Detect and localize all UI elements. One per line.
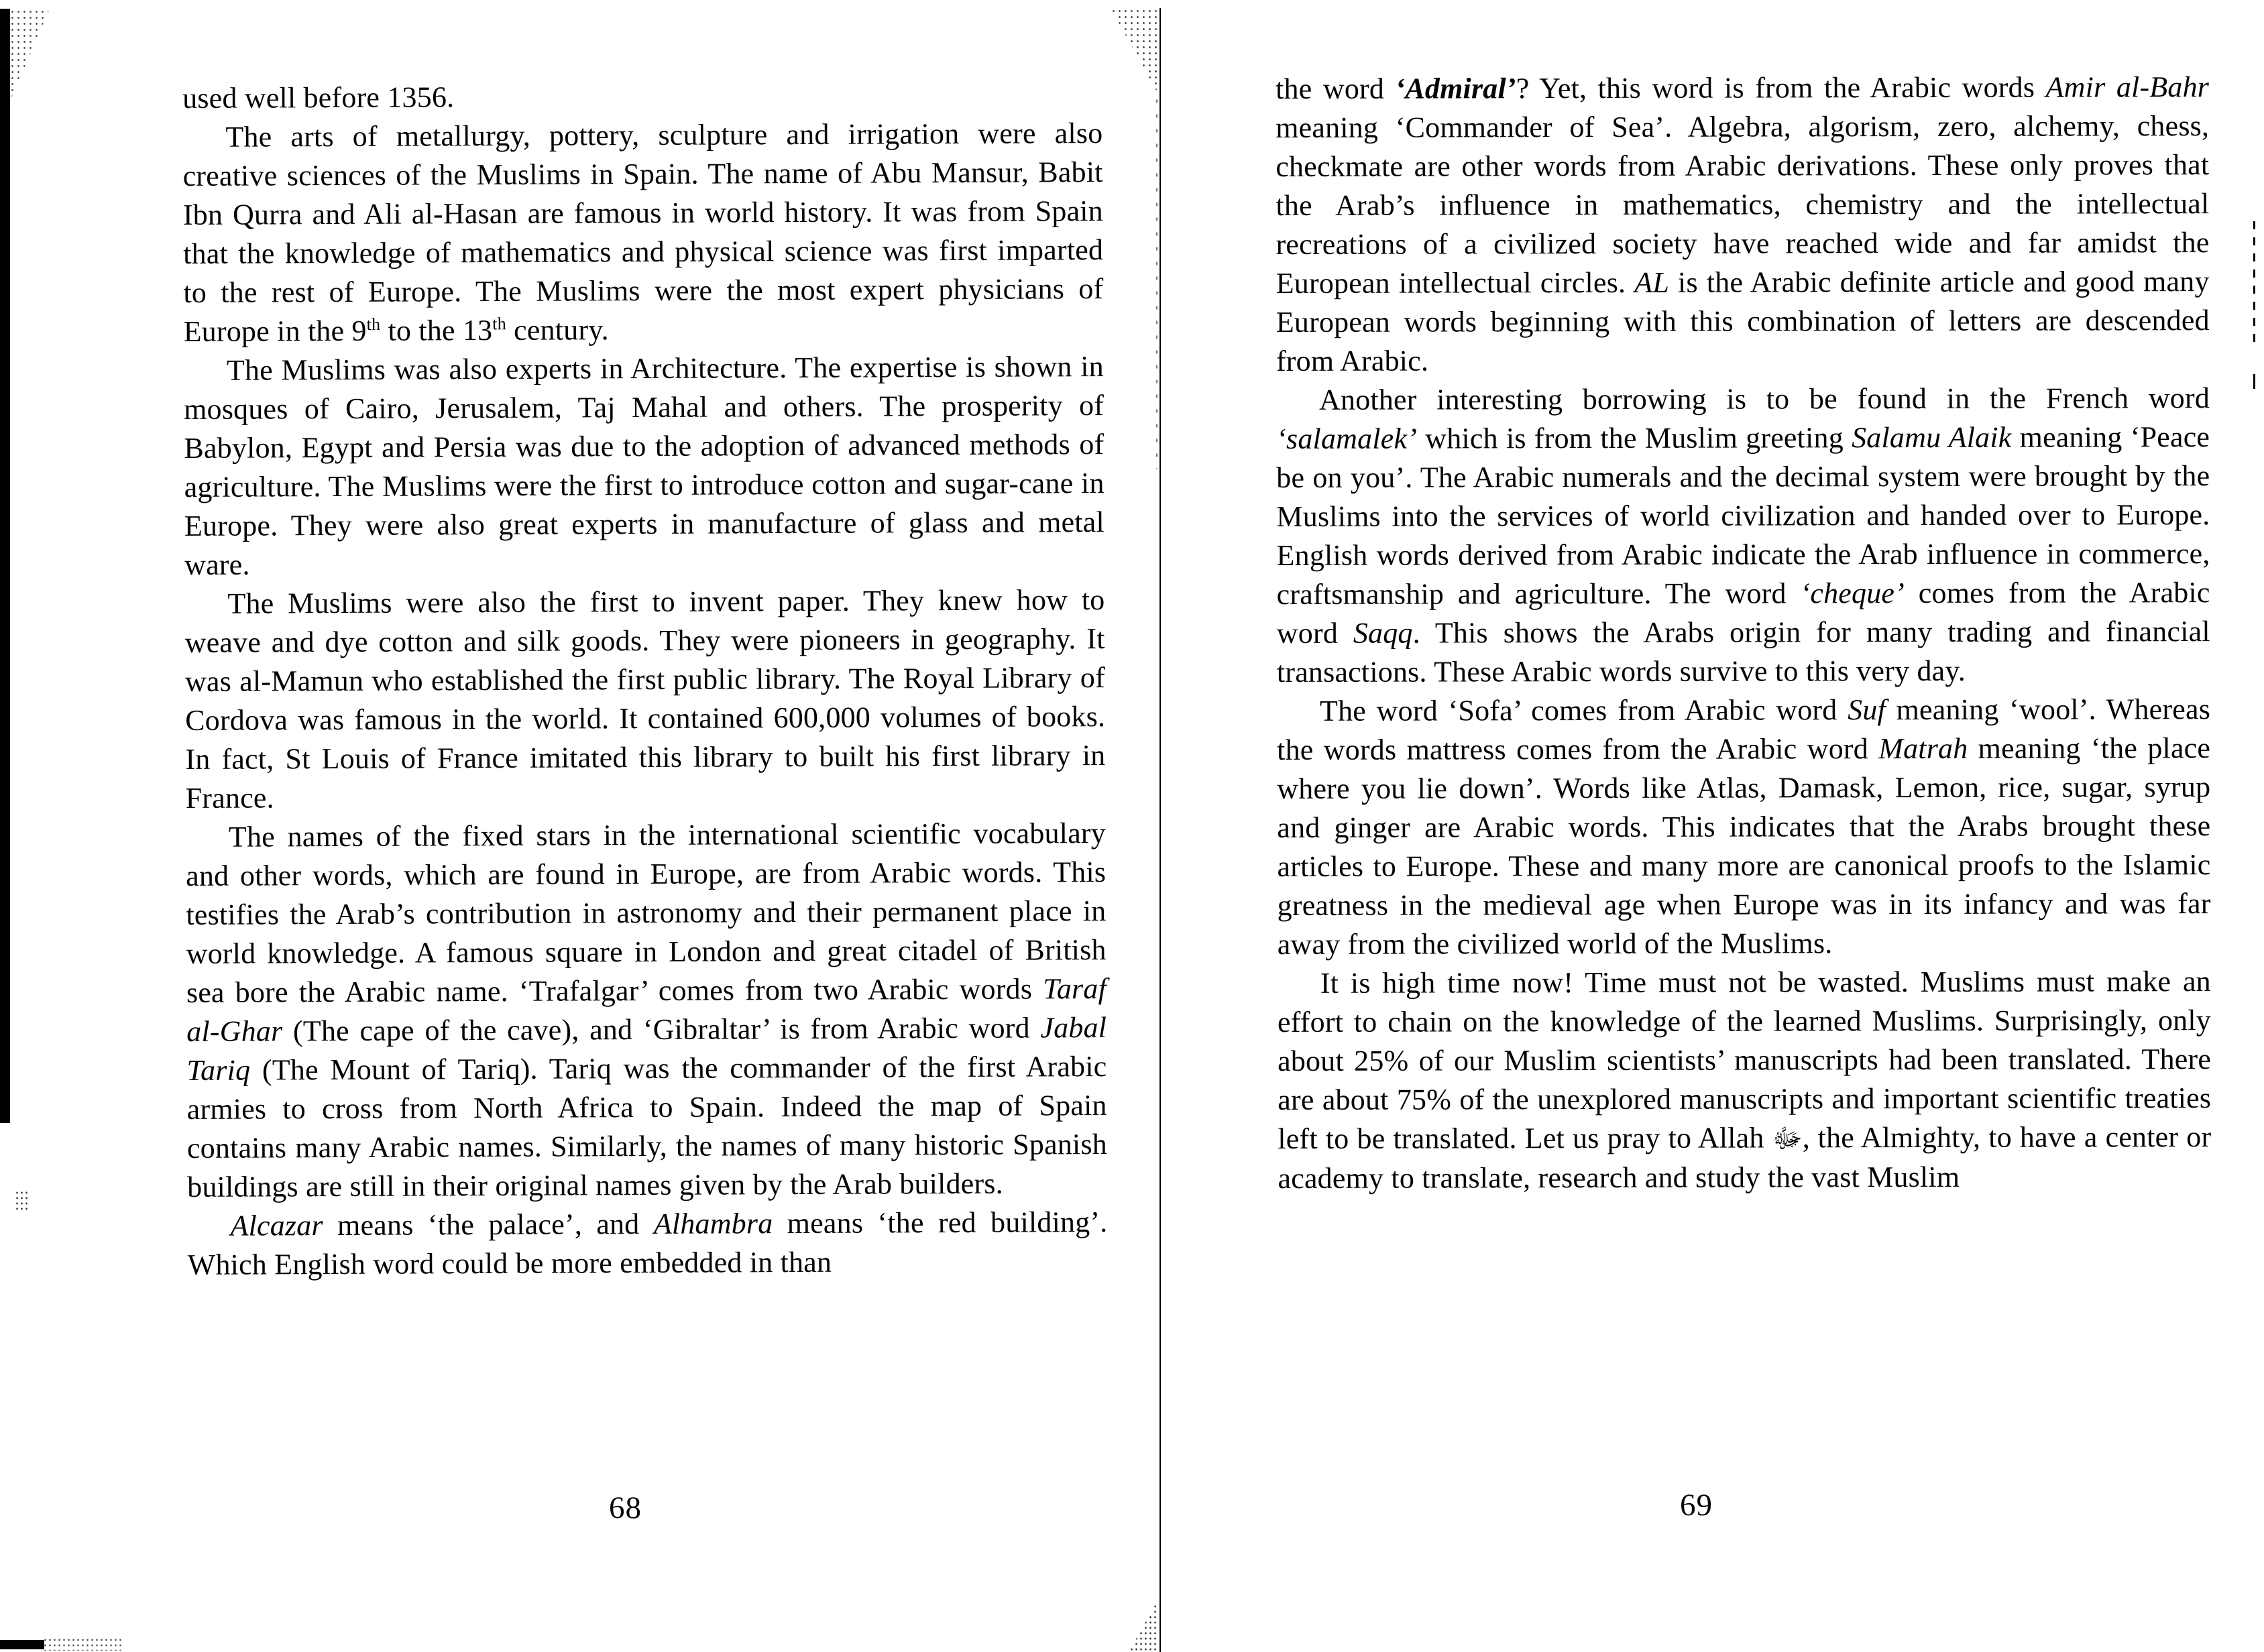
paragraph [1277, 690, 2211, 964]
text-run: meaning ‘the place where you lie down’. Words like Atlas, Damask, Lemon, rice, sugar, syrup and ginger are Arabic words. This indicates that the Arabs brought these articles to Europe. These and many more are canonical proofs to the Islamic greatness in the medieval age when Europe was in its infancy and was far away from the civilized world of the Muslims. [1277, 731, 2211, 961]
paragraph [182, 114, 1104, 351]
page-number-right: 69 [1680, 1488, 1713, 1523]
text-run: Saqq [1353, 616, 1413, 650]
scan-speck-left-edge [15, 1190, 28, 1213]
scan-streak-bottom-left [0, 1640, 44, 1649]
text-run: the word [1276, 72, 1396, 105]
paragraph [1276, 379, 2210, 692]
paragraph [182, 75, 1102, 118]
paragraph [1278, 962, 2212, 1198]
text-run: The word ‘Sofa’ comes from Arabic word [1319, 693, 1848, 727]
paragraph [186, 814, 1108, 1207]
text-run: ? Yet, this word is from the Arabic words [1516, 70, 2046, 105]
text-run: which is from the Muslim greeting [1417, 421, 1852, 455]
text-run: means ‘the red building’. Which English word could be more embedded in than [187, 1205, 1108, 1281]
spine-smudge-bottom [1129, 1598, 1159, 1651]
text-run: ‘salamalek’ [1276, 422, 1418, 455]
paragraph [184, 581, 1106, 818]
text-run: (The cape of the cave), and ‘Gibraltar’ is from Arabic word [282, 1011, 1041, 1048]
text-run: is the Arabic definite article and good many European words beginning with this combination of letters are descended from Arabic. [1276, 265, 2210, 377]
paragraph [184, 347, 1105, 585]
scan-dash-right-edge [2253, 374, 2255, 389]
text-run: meaning ‘wool’. Whereas the words mattress comes from the Arabic word [1277, 693, 2211, 766]
text-run: Alcazar [230, 1209, 323, 1242]
text-run: Salamu Alaik [1851, 420, 2012, 455]
text-run: Amir al-Bahr [2045, 70, 2210, 104]
scan-edge-bar-left [0, 9, 10, 1123]
text-run: Another interesting borrowing is to be found in the French word [1318, 381, 2210, 416]
text-run: meaning ‘Peace be on you’. The Arabic numerals and the decimal system were brought by the Muslims into the services of world civilization and handed over to Europe. English words derived from Arabic indicate the Arab influence in commerce, craftsmanship and agriculture. The word [1276, 420, 2210, 611]
text-run: century. [506, 313, 609, 347]
page-number-left: 68 [609, 1490, 642, 1525]
left-page-text-column [182, 75, 1108, 1285]
spine-smudge-top [1111, 8, 1159, 95]
scan-dashes-right-edge [2253, 221, 2255, 342]
text-run: The names of the fixed stars in the international scientific vocabulary and other words, which are found in Europe, are from Arabic words. This testifies the Arab’s contribution in astronomy and their permanent place in world knowledge. A famous square in London and great citadel of British sea bore the Arabic name. ‘Trafalgar’ comes from two Arabic words [186, 817, 1107, 1009]
text-run: ‘Admiral’ [1395, 72, 1516, 105]
text-run: Alhambra [653, 1207, 773, 1240]
allah-calligraphy-icon: ﷻ [1772, 1123, 1803, 1154]
ordinal-superscript: th [366, 314, 381, 335]
text-run: means ‘the palace’, and [323, 1207, 654, 1242]
text-run: comes from the Arabic word [1276, 576, 2210, 650]
text-run: , the Almighty, to have a center or academy to translate, research and study the vast Muslim [1278, 1120, 2212, 1195]
text-run: Matrah [1878, 731, 1968, 766]
text-run: used well before 1356. [182, 80, 455, 115]
text-run: Jabal Tariq [186, 1011, 1107, 1087]
text-run: The arts of metallurgy, pottery, sculpture and irrigation were also creative sciences of the Muslims in Spain. The name of Abu Mansur, Babit Ibn Qurra and Ali al-Hasan are famous in world history. It was from Spain that the knowledge of mathematics and physical science was first imparted to the rest of Europe. The Muslims were the most expert physicians of Europe in the 9 [182, 117, 1104, 348]
text-run: meaning ‘Commander of Sea’. Algebra, algorism, zero, alchemy, chess, checkmate are other words from Arabic derivations. These only proves that the Arab’s influence in mathematics, chemistry and the intellectual recreations of a civilized society have reached wide and far amidst the European intellectual circles. [1276, 109, 2210, 300]
text-run: (The Mount of Tariq). Tariq was the commander of the first Arabic armies to cross from North Africa to Spain. Indeed the map of Spain contains many Arabic names. Similarly, the names of many historic Spanish buildings are still in their original names given by the Arab builders. [186, 1049, 1108, 1203]
right-page-text-column [1276, 68, 2212, 1198]
text-run: Suf [1848, 693, 1886, 727]
text-run: The Muslims was also experts in Architecture. The expertise is shown in mosques of Cairo, Jerusalem, Taj Mahal and others. The prosperity of Babylon, Egypt and Persia was due to the adoption of advanced methods of agriculture. The Muslims were the first to introduce cotton and sugar-cane in Europe. They were also great experts in manufacture of glass and metal ware. [184, 350, 1105, 581]
spine-speckle-trail [1153, 94, 1162, 469]
ordinal-superscript: th [492, 314, 506, 334]
scan-dither-top-left [9, 9, 50, 103]
scan-dither-bottom-left [43, 1637, 123, 1651]
book-spine-fold-line [1159, 8, 1161, 1652]
text-run: Taraf al-Ghar [186, 972, 1107, 1048]
text-run: ‘cheque’ [1800, 577, 1905, 610]
paragraph [1276, 68, 2210, 381]
text-run: The Muslims were also the first to invent paper. They knew how to weave and dye cotton and silk goods. They were pioneers in geography. It was al-Mamun who established the first public library. The Royal Library of Cordova was famous in the world. It contained 600,000 volumes of books. In fact, St Louis of France imitated this library to built his first library in France. [184, 583, 1106, 815]
paragraph [187, 1203, 1107, 1285]
text-run: It is high time now! Time must not be wasted. Muslims must make an effort to chain on the knowledge of the learned Muslims. Surprisingly, only about 25% of our Muslim scientists’ manuscripts had been translated. There are about 75% of the unexplored manuscripts and important scientific treaties left to be translated. Let us pray to Allah [1277, 965, 2212, 1155]
text-run: to the 13 [380, 313, 493, 347]
text-run: . This shows the Arabs origin for many trading and financial transactions. These Arabic words survive to this very day. [1276, 615, 2210, 689]
text-run: AL [1634, 266, 1670, 299]
